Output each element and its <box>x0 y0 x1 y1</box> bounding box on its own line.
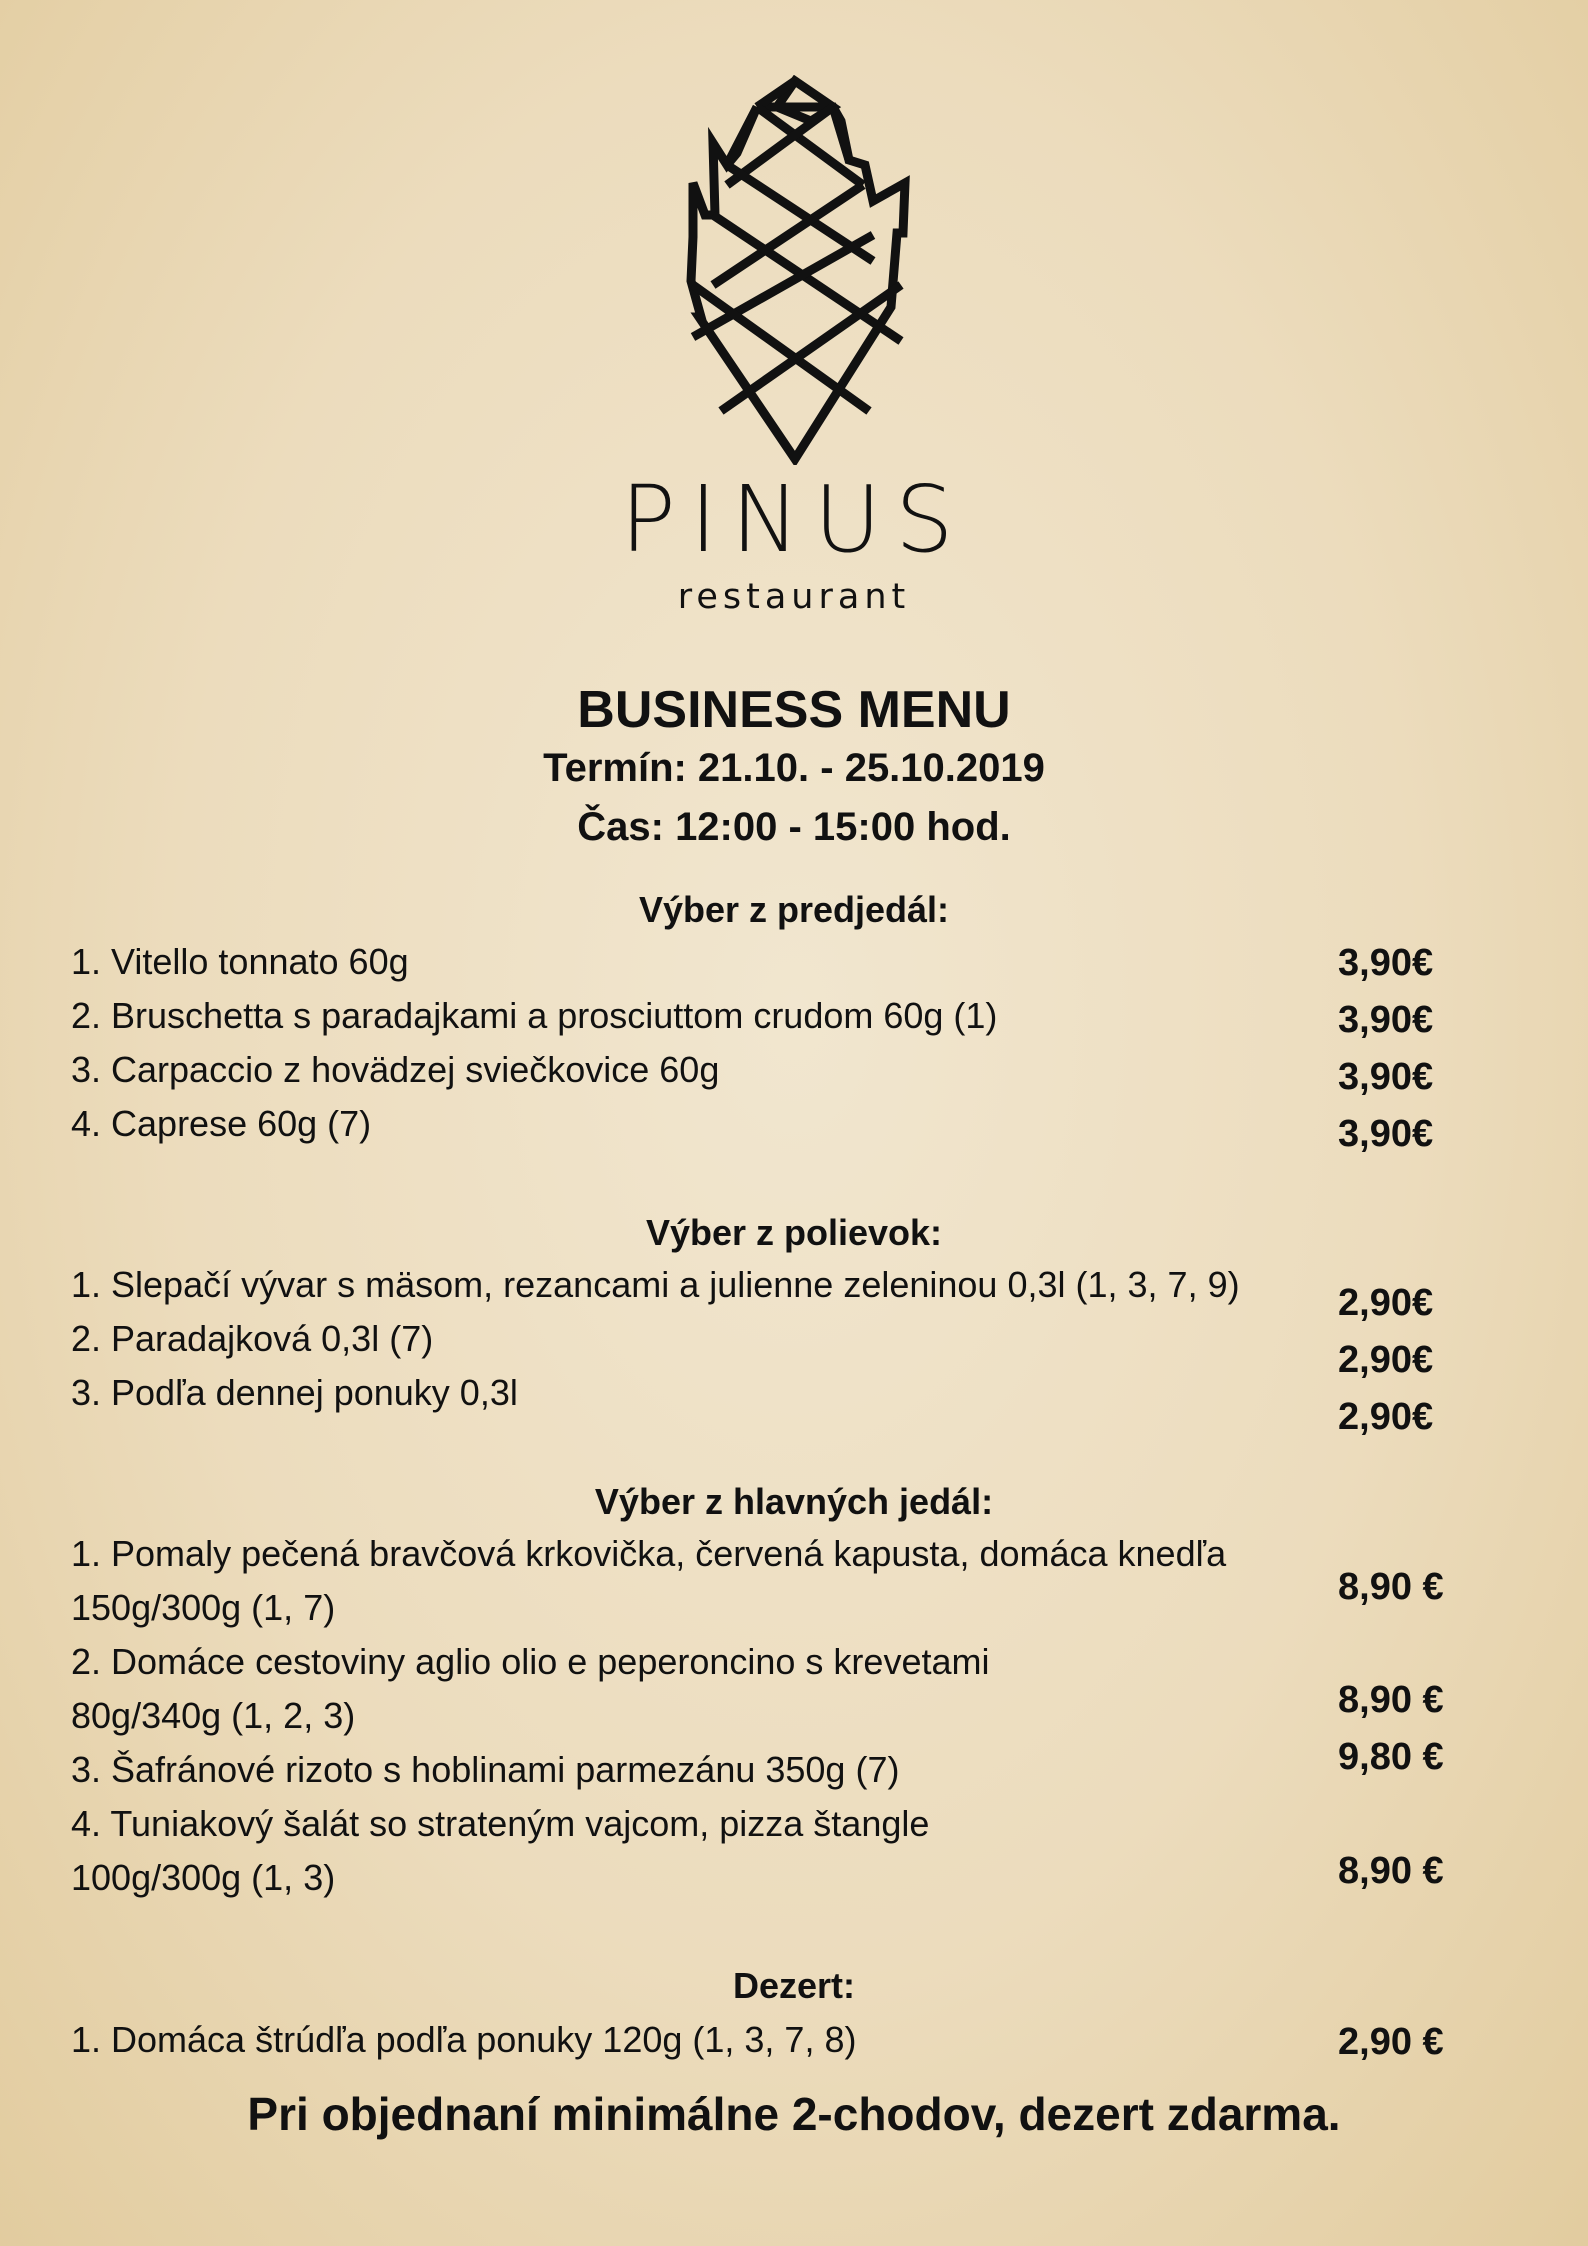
menu-item-price: 8,90 € <box>1338 1850 1444 1892</box>
brand-subtitle: restaurant <box>677 577 911 617</box>
menu-item-name: 2. Domáce cestoviny aglio olio e peperoncino s krevetami <box>71 1641 990 1682</box>
menu-item-name: 4. Tuniakový šalát so strateným vajcom, pizza štangle <box>71 1803 930 1844</box>
menu-item-price: 8,90 € <box>1338 1566 1444 1608</box>
menu-item-name: 3. Carpaccio z hovädzej sviečkovice 60g <box>71 1049 720 1090</box>
menu-title: BUSINESS MENU <box>577 681 1011 739</box>
menu-item-price: 3,90€ <box>1338 999 1434 1041</box>
menu-item-price: 3,90€ <box>1338 1056 1434 1098</box>
section-title-soups: Výber z polievok: <box>645 1212 943 1253</box>
menu-item-name: 100g/300g (1, 3) <box>71 1857 336 1898</box>
menu-item-name: 1. Domáca štrúdľa podľa ponuky 120g (1, 3, 7, 8) <box>71 2019 857 2060</box>
menu-item-price: 3,90€ <box>1338 942 1434 984</box>
menu-item-name: 150g/300g (1, 7) <box>71 1587 336 1628</box>
menu-item-price: 3,90€ <box>1338 1113 1434 1155</box>
section-title-dessert: Dezert: <box>732 1965 856 2006</box>
menu-item-price: 8,90 € <box>1338 1679 1444 1721</box>
menu-time: Čas: 12:00 - 15:00 hod. <box>577 805 1011 849</box>
menu-item-name: 2. Paradajková 0,3l (7) <box>71 1318 434 1359</box>
footer-note: Pri objednaní minimálne 2-chodov, dezert zdarma. <box>247 2088 1341 2140</box>
menu-item-name: 2. Bruschetta s paradajkami a prosciuttom crudom 60g (1) <box>71 995 998 1036</box>
menu-item-name: 1. Pomaly pečená bravčová krkovička, červená kapusta, domáca knedľa <box>71 1533 1227 1574</box>
section-title-starters: Výber z predjedál: <box>638 889 950 930</box>
brand-name: PINUS <box>620 466 968 573</box>
menu-item-name: 1. Slepačí vývar s mäsom, rezancami a julienne zeleninou 0,3l (1, 3, 7, 9) <box>71 1264 1240 1305</box>
menu-item-name: 4. Caprese 60g (7) <box>71 1103 372 1144</box>
menu-item-price: 2,90€ <box>1338 1339 1434 1381</box>
menu-date: Termín: 21.10. - 25.10.2019 <box>543 746 1045 790</box>
menu-item-name: 3. Podľa dennej ponuky 0,3l <box>71 1372 518 1413</box>
menu-item-name: 3. Šafránové rizoto s hoblinami parmezánu 350g (7) <box>71 1749 900 1790</box>
pinecone-logo-icon <box>647 75 943 465</box>
menu-item-price: 2,90 € <box>1338 2021 1444 2063</box>
menu-item-name: 1. Vitello tonnato 60g <box>71 941 409 982</box>
menu-item-price: 2,90€ <box>1338 1282 1434 1324</box>
menu-item-name: 80g/340g (1, 2, 3) <box>71 1695 356 1736</box>
menu-item-price: 2,90€ <box>1338 1396 1434 1438</box>
menu-item-price: 9,80 € <box>1338 1736 1444 1778</box>
section-title-mains: Výber z hlavných jedál: <box>594 1481 994 1522</box>
